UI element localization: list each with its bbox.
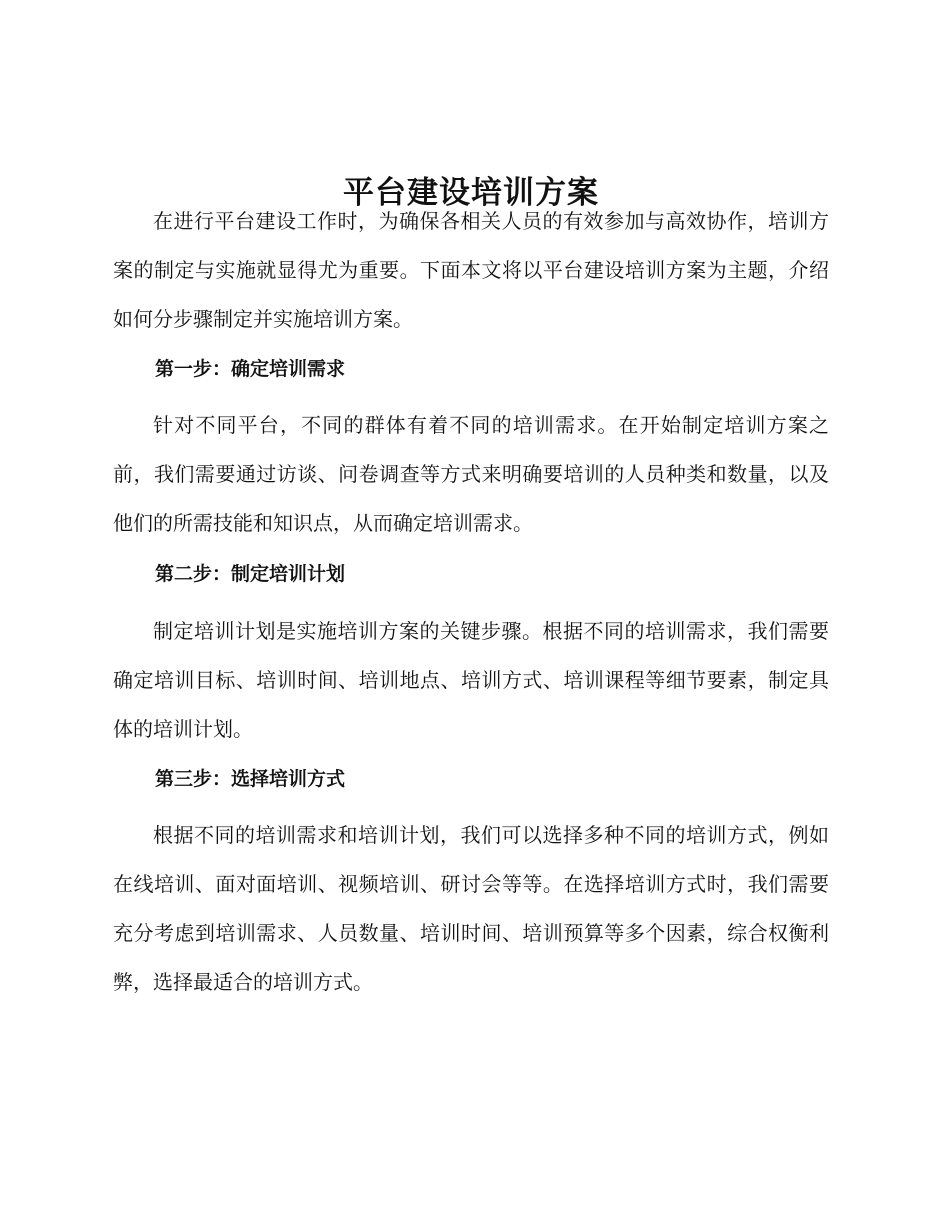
- intro-paragraph: 在进行平台建设工作时，为确保各相关人员的有效参加与高效协作，培训方案的制定与实施就显得尤为重要。下面本文将以平台建设培训方案为主题，介绍如何分步骤制定并实施培训方案。: [113, 209, 829, 331]
- section-heading-2: 第二步：制定培训计划: [155, 563, 346, 585]
- document-title: 平台建设培训方案: [343, 174, 599, 211]
- section-heading-3: 第三步：选择培训方式: [155, 768, 346, 790]
- section-body-2: 制定培训计划是实施培训方案的关键步骤。根据不同的培训需求，我们需要确定培训目标、培训时间、培训地点、培训方式、培训课程等细节要素，制定具体的培训计划。: [113, 619, 829, 741]
- section-body-1: 针对不同平台，不同的群体有着不同的培训需求。在开始制定培训方案之前，我们需要通过访谈、问卷调查等方式来明确要培训的人员种类和数量，以及他们的所需技能和知识点，从而确定培训需求。: [113, 413, 829, 535]
- section-body-3: 根据不同的培训需求和培训计划，我们可以选择多种不同的培训方式，例如在线培训、面对面培训、视频培训、研讨会等等。在选择培训方式时，我们需要充分考虑到培训需求、人员数量、培训时间、培训预算等多个因素，综合权衡利弊，选择最适合的培训方式。: [113, 823, 829, 994]
- section-heading-1: 第一步：确定培训需求: [155, 358, 346, 380]
